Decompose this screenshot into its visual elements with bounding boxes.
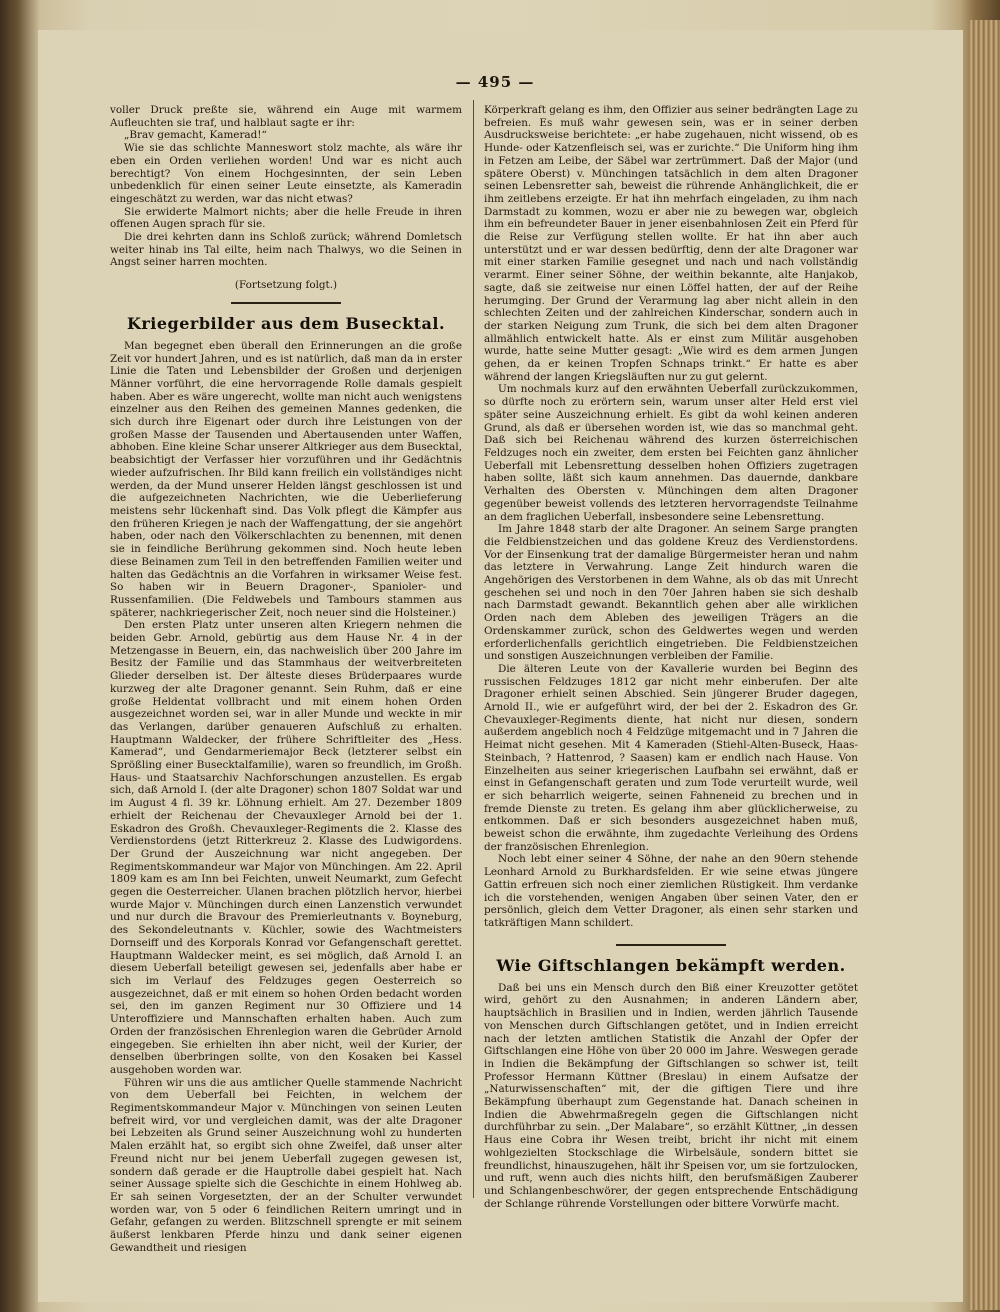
intro-paragraph-2: „Brav gemacht, Kamerad!“ xyxy=(124,129,267,142)
right-column xyxy=(484,104,858,1210)
page-edges xyxy=(970,20,1000,1310)
article-continuation-2: Um nochmals kurz auf den erwähnten Ueberfall zurückzukommen, so dürfte noch zu erörtern sein, warum unser alter Held erst viel später seine Auszeichnung erhielt. Es gibt da wohl keinen anderen Grund, als daß er übersehen worden ist, wie das so manchmal geht. Daß sich bei Reichenau während des kurzen österreichischen Feldzuges noch ein zweiter, dem ersten bei Feichten ganz ähnlicher Ueberfall mit Lebensrettung desselben hohen Offiziers zugetragen haben sollte, läßt sich kaum annehmen. Das dauernde, dankbare Verhalten des Obersten v. Münchingen dem alten Dragoner gegenüber beweist vollends des letzteren hervorragendste Teilnahme an dem fraglichen Ueberfall, insbesondere seine Lebensrettung. xyxy=(484,383,858,523)
continuation-note: (Fortsetzung folgt.) xyxy=(234,279,338,292)
second-article-title: Wie Giftschlangen bekämpft werden. xyxy=(496,955,846,975)
left-column xyxy=(110,104,462,1254)
article-continuation-3: Im Jahre 1848 starb der alte Dragoner. An seinem Sarge prangten die Feldbienstzeichen und das goldene Kreuz des Verdienstordens. Vor der Einsenkung trat der damalige Bürgermeister heran und nahm das letztere in Verwahrung. Lange Zeit hindurch waren die Angehörigen des Verstorbenen in dem Wahne, als ob das mit Unrecht geschehen sei und noch in den 70er Jahren haben sie sich deshalb nach Darmstadt gewandt. Bekanntlich gehen aber alle wirklichen Orden nach dem Ableben des jeweiligen Trägers an die Ordenskammer zurück, schon des Geldwertes wegen und werden erforderlichenfalls gerichtlich eingetrieben. Die Feldbienstzeichen und sonstigen Auszeichnungen verbleiben der Familie. xyxy=(484,523,858,663)
intro-paragraph-4: Sie erwiderte Malmort nichts; aber die helle Freude in ihren offenen Augen sprach für sie. xyxy=(110,205,462,231)
article-continuation-1: Körperkraft gelang es ihm, den Offizier aus seiner bedrängten Lage zu befreien. Es muß wahr gewesen sein, was er in seiner derben Ausdrucksweise berichtete: „er habe zugehauen, nicht wissend, ob es Hunde- oder Katzenfleisch sei, was er zurichte.“ Die Uniform hing ihm in Fetzen am Leibe, der Säbel war zertrümmert. Daß der Major (und spätere Oberst) v. Münchingen tatsächlich in dem alten Dragoner seinen Lebensretter sah, beweist die rührende Anhänglichkeit, die er ihm zeitlebens erzeigte. Er hat ihn mehrfach eingeladen, zu ihm nach Darmstadt zu kommen, wozu er aber nie zu bewegen war, obgleich ihm ein befreundeter Bauer in jener eisenbahnlosen Zeit ein Pferd für die Reise zur Verfügung stellen wollte. Er hat ihn aber auch unterstützt und er war dessen bedürftig, denn der alte Dragoner war mit einer starken Familie gesegnet und nach und nach vollständig verarmt. Einer seiner Söhne, der weithin bekannte, alte Hanjakob, sagte, daß sie zeitweise nur einen Löffel hatten, der auf der Reihe herumging. Der Grund der Verarmung lag aber nicht allein in den schlechten Zeiten und der zahlreichen Kinderschar, sondern auch in der starken Neigung zum Trunk, die sich bei dem alten Dragoner allmählich entwickelt hatte. Als er einst zum Militär ausgehoben wurde, hatte seine Mutter gesagt: „Wie wird es dem armen Jungen gehen, da er keinen Tropfen Schnaps trinkt.“ Er hatte es aber während der langen Kriegsläuften nur zu gut gelernt. xyxy=(484,104,858,383)
page-number: — 495 — xyxy=(455,73,535,91)
second-article-paragraph-1: Daß bei uns ein Mensch durch den Biß einer Kreuzotter getötet wird, gehört zu den Ausnahmen; in anderen Ländern aber, hauptsächlich in Brasilien und in Indien, werden jährlich Tausende von Menschen durch Giftschlangen getötet, und in Indien erreicht nach der letzten amtlichen Statistik die Anzahl der Opfer der Giftschlangen eine Höhe von über 20 000 im Jahre. Weswegen gerade in Indien die Bekämpfung der Giftschlangen so schwer ist, teilt Professor Hermann Küttner (Breslau) in einem Aufsatze der „Naturwissenschaften“ mit, der die giftigen Tiere und ihre Bekämpfung überhaupt zum Gegenstande hat. Danach scheinen in Indien die Abwehrmaßregeln gegen die Giftschlangen nicht durchführbar zu sein. „Der Malabare“, so erzählt Küttner, „in dessen Haus eine Cobra ihr Wesen treibt, bricht ihr nicht mit einem wohlgezielten Stockschlage die Wirbelsäule, sondern bittet sie freundlichst, hinauszugehen, hält ihr Speisen vor, um sie fortzulocken, und ruft, wenn auch dies nichts hilft, den berufsmäßigen Zauberer und Schlangenbeschwörer, der gegen entsprechende Entschädigung der Schlange rührende Vorstellungen oder bittere Vorwürfe macht. xyxy=(484,981,858,1210)
article-paragraph-3: Führen wir uns die aus amtlicher Quelle stammende Nachricht von dem Ueberfall bei Feichten, in welchem der Regimentskommandeur Major v. Münchingen von seinen Leuten befreit wird, vor und vergleichen damit, was der alte Dragoner bei Lebzeiten als Grund seiner Auszeichnung wohl zu hunderten Malen erzählt hat, so ergibt sich ohne Zweifel, daß unser alter Freund nicht nur bei jenem Ueberfall zugegen gewesen ist, sondern daß gerade er die Hauptrolle dabei gespielt hat. Nach seiner Aussage spielte sich die Geschichte in einem Hohlweg ab. Er sah seinen Vorgesetzten, der an der Schulter verwundet worden war, von 5 oder 6 feindlichen Reitern umringt und in Gefahr, gefangen zu werden. Blitzschnell sprengte er mit seinem äußerst lenkbaren Pferde hinzu und dank seiner eigenen Gewandtheit und riesigen xyxy=(110,1076,462,1254)
intro-paragraph-5: Die drei kehrten dann ins Schloß zurück; während Domletsch weiter hinab ins Tal eilte, heim nach Thalwys, wo die Seinen in Angst seiner harren mochten. xyxy=(110,231,462,269)
article-title: Kriegerbilder aus dem Busecktal. xyxy=(126,313,446,333)
article-continuation-4: Die älteren Leute von der Kavallerie wurden bei Beginn des russischen Feldzuges 1812 gar nicht mehr einberufen. Der alte Dragoner erhielt seinen Abschied. Sein jüngerer Bruder dagegen, Arnold II., wie er aufgeführt wird, der bei der 2. Eskadron des Gr. Chevauxleger-Regiments diente, hat nicht nur diesen, sondern außerdem angeblich noch 4 Feldzüge mitgemacht und in 7 Jahren die Heimat nicht gesehen. Mit 4 Kameraden (Stiehl-Alten-Buseck, Haas-Steinbach, ? Hattenrod, ? Saasen) kam er endlich nach Hause. Von Einzelheiten aus seiner kriegerischen Laufbahn sei erwähnt, daß er einst in Gefangenschaft geraten und zum Tode verurteilt wurde, weil er sich beharrlich weigerte, seinen Fahneneid zu brechen und in fremde Dienste zu treten. Es gelang ihm aber glücklicherweise, zu entkommen. Daß er sich besonders ausgezeichnet haben muß, beweist schon die erwähnte, ihm zugedachte Verleihung des Ordens der französischen Ehrenlegion. xyxy=(484,662,858,853)
article-paragraph-1: Man begegnet eben überall den Erinnerungen an die große Zeit vor hundert Jahren, und es ist natürlich, daß man da in erster Linie die Taten und Lebensbilder der Großen und derjenigen Männer vorführt, die eine hervorragende Rolle damals gespielt haben. Aber es wäre ungerecht, wollte man nicht auch wenigstens einzelner aus den Reihen des gemeinen Mannes gedenken, die sich durch ihre Eigenart oder durch ihre Leistungen von der großen Masse der Tausenden und Abertausenden unter Waffen, abhoben. Eine kleine Schar unserer Altkrieger aus dem Busecktal, beabsichtigt der Verfasser hier vorzuführen und ihr Gedächtnis wieder aufzufrischen. Ihr Bild kann freilich ein vollständiges nicht werden, da der Mund unserer Helden längst geschlossen ist und die aufgezeichneten Nachrichten, wie die Ueberlieferung meistens sehr lückenhaft sind. Das Volk pflegt die Kämpfer aus den früheren Kriegen je nach der Waffengattung, der sie angehört haben, oder nach den Völkerschlachten zu benennen, mit denen sie in feindliche Berührung gekommen sind. Noch heute leben diese Beinamen zum Teil in den betreffenden Familien weiter und halten das Gedächtnis an die Vorfahren in wirksamer Weise fest. So haben wir in Beuern Dragoner-, Spanioler- und Russenfamilien. (Die Feldwebels und Tambours stammen aus späterer, nachkriegerischer Zeit, noch neuer sind die Holsteiner.) xyxy=(110,339,463,619)
column-divider xyxy=(473,100,474,1198)
article-paragraph-2: Den ersten Platz unter unseren alten Kriegern nehmen die beiden Gebr. Arnold, gebürtig aus dem Hause Nr. 4 in der Metzengasse in Beuern, ein, das nachweislich über 200 Jahre im Besitz der Familie und das Stammhaus der weitverbreiteten Glieder derselben ist. Der älteste dieses Brüderpaares wurde kurzweg der alte Dragoner genannt. Sein Ruhm, daß er eine große Heldentat vollbracht und mit einem hohen Orden ausgezeichnet worden sei, war in aller Munde und weckte in mir das Verlangen, darüber genaueren Aufschluß zu erhalten. Hauptmann Waldecker, der frühere Schriftleiter des „Hess. Kamerad“, und Gendarmeriemajor Beck (letzterer selbst ein Sprößling einer Busecktalfamilie), waren so freundlich, im Großh. Haus- und Staatsarchiv Nachforschungen anzustellen. Es ergab sich, daß Arnold I. (der alte Dragoner) schon 1807 Soldat war und im August 4 fl. 39 kr. Löhnung erhielt. Am 27. Dezember 1809 erhielt der Reichenau der Chevauxleger Arnold bei der 1. Eskadron des Großh. Chevauxleger-Regiments die 2. Klasse des Verdienstordens (jetzt Ritterkreuz 2. Klasse des Ludwigordens. Der Grund der Auszeichnung war nicht angegeben. Der Regimentskommandeur war Major von Münchingen. Am 22. April 1809 kam es am Inn bei Feichten, unweit Neumarkt, zum Gefecht gegen die Oesterreicher. Ulanen brachen plötzlich hervor, hierbei wurde Major v. Münchingen durch einen Lanzenstich verwundet und nur durch die Bravour des Premierleutnants v. Boyneburg, des Sekondeleutnants v. Küchler, sowie des Wachtmeisters Dornseiff und des Korporals Konrad vor Gefangenschaft gerettet. Hauptmann Waldecker meint, es sei möglich, daß Arnold I. an diesem Ueberfall beteiligt gewesen sei, jedenfalls aber habe er sich im Verlauf des Feldzuges gegen Oesterreich so ausgezeichnet, daß er mit einem so hohen Orden bedacht worden sei, den im ganzen Regiment nur 30 Offiziere und 14 Unteroffiziere und Mannschaften erhalten haben. Auch zum Orden der französischen Ehrenlegion waren die Gebrüder Arnold eingegeben. Sie erhielten ihn aber nicht, weil der Kurier, der denselben überbringen sollte, von den Kosaken bei Kassel ausgehoben worden war. xyxy=(110,619,462,1076)
intro-paragraph-3: Wie sie das schlichte Manneswort stolz machte, als wäre ihr eben ein Orden verliehen worden! Und war es nicht auch berechtigt? Von einem Hochgesinnten, der sein Leben unbedenklich für einen seiner Leute einsetzte, als Kameradin eingeschätzt zu werden, war das nicht etwas? xyxy=(110,142,462,205)
intro-paragraph-1: voller Druck preßte sie, während ein Auge mit warmem Aufleuchten sie traf, und halblaut sagte er ihr: xyxy=(110,104,462,129)
article-continuation-5: Noch lebt einer seiner 4 Söhne, der nahe an den 90ern stehende Leonhard Arnold zu Burkhardsfelden. Er wie seine etwas jüngere Gattin erfreuen sich noch einer ziemlichen Rüstigkeit. Ihm verdanke ich die vorstehenden, wenigen Angaben über seinen Vater, den er persönlich, gleich dem Vetter Dragoner, als einen sehr starken und tatkräftigen Mann schildert. xyxy=(484,853,858,929)
